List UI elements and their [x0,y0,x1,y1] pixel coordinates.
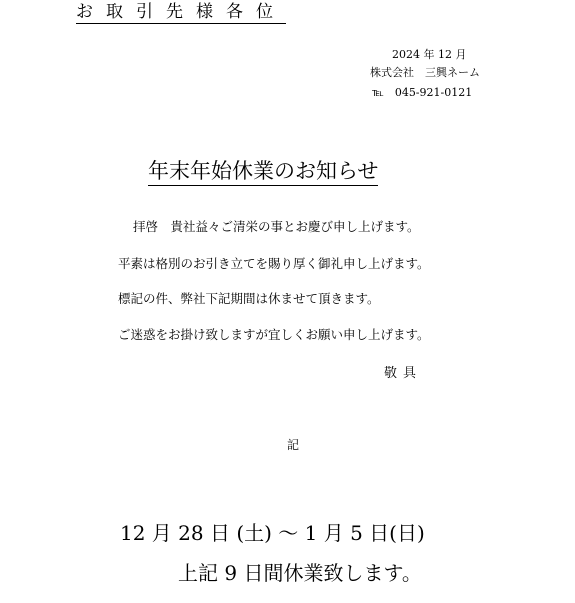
telephone-number: ℡ 045-921-0121 [372,86,473,99]
company-name: 株式会社 三興ネーム [370,66,480,79]
thanks-line: 平素は格別のお引き立てを賜り厚く御礼申し上げます。 [118,256,430,271]
details-heading: 記 [287,438,300,452]
apology-line: ご迷惑をお掛け致しますが宜しくお願い申し上げます。 [118,327,430,342]
notice-title: 年末年始休業のお知らせ [148,158,378,186]
closing-phrase: 敬具 [384,366,423,381]
holiday-summary: 上記 9 日間休業致します。 [178,561,422,585]
issue-date: 2024 年 12 月 [392,48,467,61]
holiday-period: 12 月 28 日 (土) ～ 1 月 5 日(日) [120,521,425,545]
recipients-heading: お取引先様各位 [76,2,286,22]
greeting-line: 拝啓 貴社益々ご清栄の事とお慶び申し上げます。 [133,219,420,234]
closure-line: 標記の件、弊社下記期間は休ませて頂きます。 [118,291,380,306]
